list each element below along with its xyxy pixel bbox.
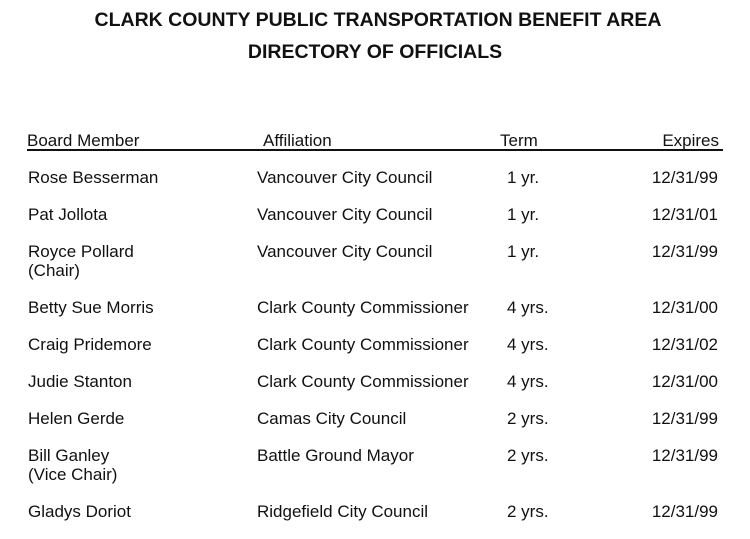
member-name: Rose Besserman [28, 168, 159, 187]
affiliation-cell: Clark County Commissioner [257, 372, 469, 391]
term-cell: 1 yr. [507, 242, 540, 261]
term-cell: 4 yrs. [507, 335, 549, 354]
table-row [0, 205, 750, 242]
officials-table [0, 168, 750, 539]
member-name: Gladys Doriot [28, 502, 131, 521]
affiliation-cell: Ridgefield City Council [257, 502, 429, 521]
affiliation-cell: Camas City Council [257, 409, 407, 428]
expires-cell: 12/31/00 [651, 372, 718, 391]
table-row [0, 409, 750, 446]
document-subtitle: DIRECTORY OF OFFICIALS [247, 41, 503, 63]
member-cell [28, 446, 117, 484]
affiliation-cell: Clark County Commissioner [257, 298, 469, 317]
member-cell [28, 168, 158, 187]
expires-cell: 12/31/01 [651, 205, 718, 224]
column-header-expires: Expires [662, 131, 719, 150]
member-cell [28, 372, 132, 391]
member-cell [28, 205, 107, 224]
expires-cell: 12/31/99 [651, 446, 718, 465]
table-row [0, 372, 750, 409]
table-header [27, 131, 723, 151]
member-name: Pat Jollota [28, 205, 108, 224]
member-name: Bill Ganley [28, 446, 110, 465]
member-role: (Vice Chair) [28, 465, 118, 484]
term-cell: 1 yr. [507, 205, 540, 224]
table-row [0, 298, 750, 335]
expires-cell: 12/31/99 [651, 409, 718, 428]
affiliation-cell: Vancouver City Council [257, 205, 433, 224]
term-cell: 2 yrs. [507, 502, 549, 521]
member-name: Craig Pridemore [28, 335, 152, 354]
term-cell: 4 yrs. [507, 298, 549, 317]
column-header-term: Term [500, 131, 538, 150]
member-cell [28, 335, 152, 354]
affiliation-cell: Vancouver City Council [257, 242, 433, 261]
member-name: Judie Stanton [28, 372, 132, 391]
expires-cell: 12/31/99 [651, 168, 718, 187]
member-cell [28, 298, 154, 317]
expires-cell: 12/31/02 [651, 335, 718, 354]
member-cell [28, 242, 134, 280]
term-cell: 4 yrs. [507, 372, 549, 391]
member-name: Helen Gerde [28, 409, 125, 428]
column-header-member: Board Member [27, 131, 140, 150]
affiliation-cell: Vancouver City Council [257, 168, 433, 187]
member-role: (Chair) [28, 261, 80, 280]
member-cell [28, 502, 131, 521]
table-row [0, 168, 750, 205]
table-row [0, 502, 750, 539]
member-cell [28, 409, 124, 428]
table-row [0, 446, 750, 502]
expires-cell: 12/31/99 [651, 242, 718, 261]
member-name: Royce Pollard [28, 242, 134, 261]
table-row [0, 242, 750, 298]
document-title: CLARK COUNTY PUBLIC TRANSPORTATION BENEFIT AREA [94, 9, 662, 31]
term-cell: 2 yrs. [507, 446, 549, 465]
affiliation-cell: Clark County Commissioner [257, 335, 469, 354]
expires-cell: 12/31/00 [651, 298, 718, 317]
term-cell: 1 yr. [507, 168, 540, 187]
expires-cell: 12/31/99 [651, 502, 718, 521]
column-header-affiliation: Affiliation [263, 131, 332, 150]
affiliation-cell: Battle Ground Mayor [257, 446, 414, 465]
term-cell: 2 yrs. [507, 409, 549, 428]
table-row [0, 335, 750, 372]
member-name: Betty Sue Morris [28, 298, 154, 317]
